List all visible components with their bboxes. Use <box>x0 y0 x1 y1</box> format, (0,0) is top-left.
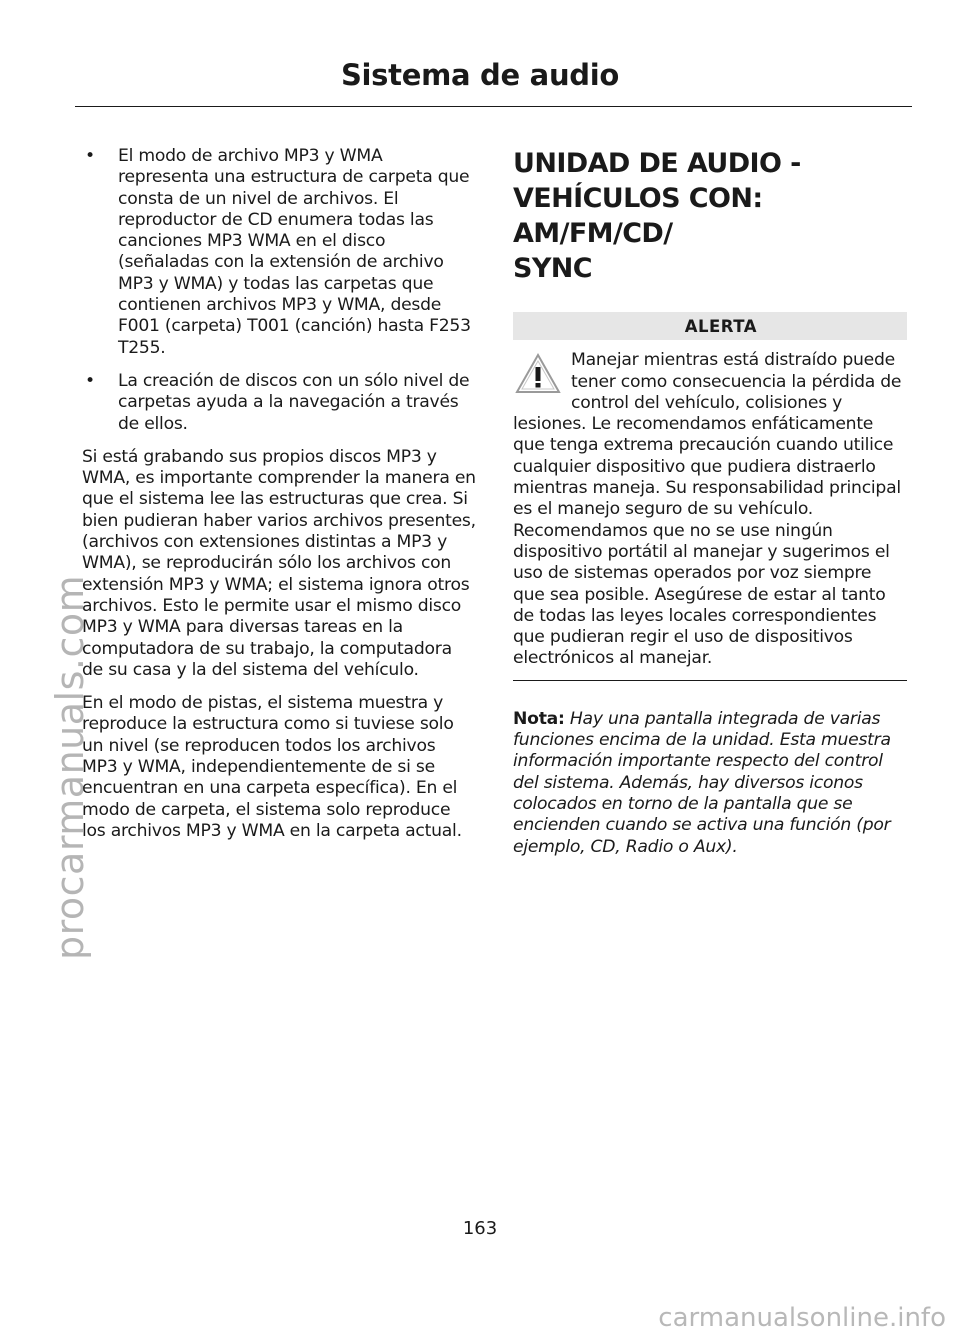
alert-header: ALERTA <box>513 312 907 340</box>
list-item <box>82 371 476 435</box>
warning-triangle-icon <box>515 352 561 394</box>
list-item-text: La creación de discos con un sólo nivel de carpetas ayuda a la navegación a través de ellos. <box>118 370 470 434</box>
section-title-line: VEHÍCULOS CON: AM/FM/CD/ <box>513 183 763 249</box>
page-number: 163 <box>462 1218 498 1239</box>
alert-text: Manejar mientras está distraído puede tener como consecuencia la pérdida de control del vehículo, colisiones y lesiones. Le recomendamos enfáticamente que tenga extrema precaución cuando utilice cualquier dispositivo que pudiera distraerlo mientras maneja. Su responsabilidad principal es el manejo seguro de su vehículo. Recomendamos que no se use ningún dispositivo portátil al manejar y sugerimos el uso de sistemas operados por voz siempre que sea posible. Asegúrese de estar al tanto de todas las leyes locales correspondientes que pudieran regir el uso de dispositivos electrónicos al manejar. <box>513 350 902 669</box>
alert-divider <box>513 680 907 681</box>
bullet-symbol: • <box>85 370 95 391</box>
right-column <box>513 146 907 870</box>
body-paragraph: Si está grabando sus propios discos MP3 y WMA, es importante comprender la manera en que el sistema lee las estructuras que crea. Si bien pudieran haber varios archivos presentes, (archivos con extensiones distintas a MP3 y WMA), se reproducirán sólo los archivos con extensión MP3 y WMA; el sistema ignora otros archivos. Esto le permite usar el mismo disco MP3 y WMA para diversas tareas en la computadora de su trabajo, la computadora de su casa y la del sistema del vehículo. <box>82 446 476 680</box>
list-item-text: El modo de archivo MP3 y WMA representa una estructura de carpeta que consta de un nivel de archivos. El reproductor de CD enumera todas las canciones MP3 WMA en el disco (señaladas con la extensión de archivo MP3 y WMA) y todas las carpetas que contienen archivos MP3 y WMA, desde F001 (carpeta) T001 (canción) hasta F253 T255. <box>118 146 471 358</box>
section-title <box>513 146 907 286</box>
note-label: Nota: <box>513 708 565 729</box>
alert-box <box>513 350 907 669</box>
note-text: Hay una pantalla integrada de varias funciones encima de la unidad. Esta muestra información importante respecto del control del sistema. Además, hay diversos iconos colocados en torno de la pantalla que se encienden cuando se activa una función (por ejemplo, CD, Radio o Aux). <box>513 708 891 857</box>
section-title-line: UNIDAD DE AUDIO - <box>513 148 801 179</box>
section-title-line: SYNC <box>513 253 593 284</box>
note-paragraph <box>513 709 907 858</box>
left-column <box>82 146 476 854</box>
page-title: Sistema de audio <box>340 58 620 92</box>
watermark-side: procarmanuals.com <box>48 574 92 960</box>
header-divider <box>75 106 912 107</box>
bullet-symbol: • <box>85 146 95 166</box>
list-item <box>82 146 476 359</box>
watermark-bottom: carmanualsonline.info <box>658 1303 946 1333</box>
body-paragraph: En el modo de pistas, el sistema muestra y reproduce la estructura como si tuviese solo un nivel (se reproducen todos los archivos MP3 y WMA, independientemente de si se encuentran en una carpeta específica). En el modo de carpeta, el sistema solo reproduce los archivos MP3 y WMA en la carpeta actual. <box>82 693 462 841</box>
